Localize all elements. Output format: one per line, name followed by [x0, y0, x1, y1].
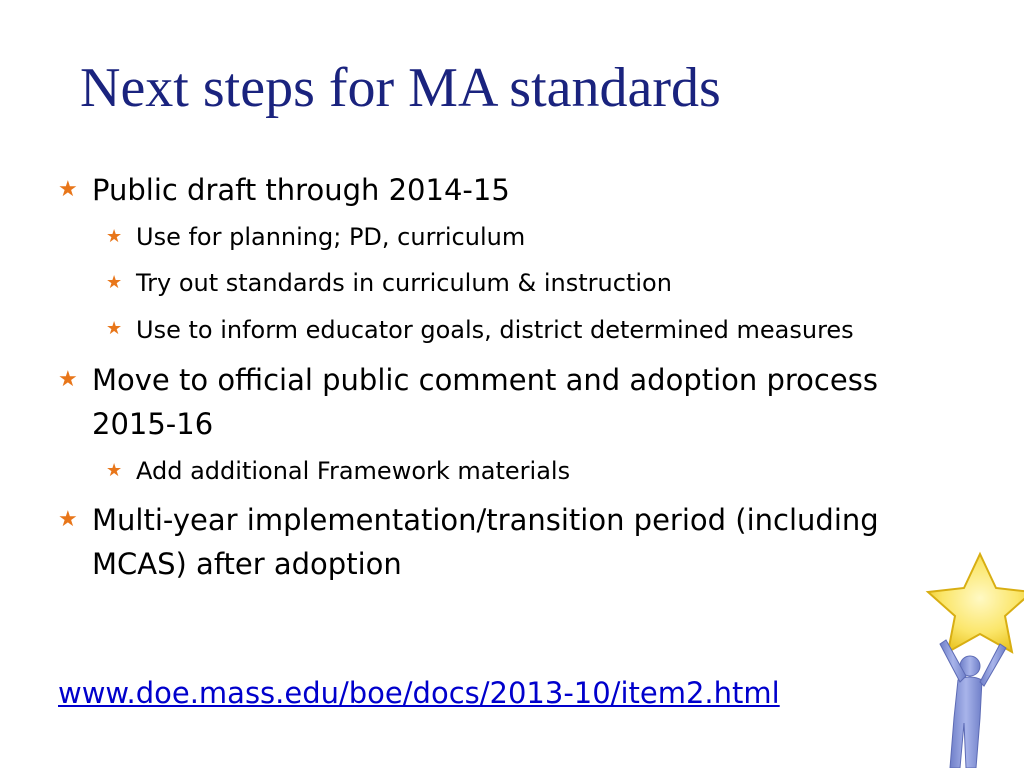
bullet-text: Multi-year implementation/transition period (including MCAS) after adoption: [92, 503, 879, 581]
star-bullet-icon: ★: [106, 272, 123, 293]
bullet-item: [56, 498, 916, 586]
star-bullet-icon: ★: [106, 460, 123, 481]
star-bullet-icon: ★: [106, 318, 123, 339]
sub-bullet-item: [106, 452, 916, 490]
sub-bullet-item: [106, 218, 916, 256]
sub-bullet-item: [106, 310, 916, 350]
star-bullet-icon: ★: [58, 507, 78, 532]
star-bullet-icon: ★: [58, 367, 78, 392]
person-holding-star-icon: [910, 548, 1024, 768]
bullet-text: Public draft through 2014-15: [92, 173, 510, 207]
slide-title: Next steps for MA standards: [80, 57, 721, 119]
sub-bullet-text: Use to inform educator goals, district determined measures: [136, 316, 854, 344]
sub-bullet-item: [106, 264, 916, 302]
star-bullet-icon: ★: [58, 177, 78, 202]
bullet-item: [56, 168, 916, 212]
sub-bullet-text: Add additional Framework materials: [136, 457, 571, 485]
sub-bullet-text: Use for planning; PD, curriculum: [136, 223, 526, 251]
bullet-list: [56, 168, 916, 592]
reference-link[interactable]: www.doe.mass.edu/boe/docs/2013-10/item2.html: [58, 676, 780, 710]
star-bullet-icon: ★: [106, 226, 123, 247]
bullet-item: [56, 358, 916, 446]
sub-bullet-text: Try out standards in curriculum & instruction: [136, 269, 672, 297]
bullet-text: Move to official public comment and adoption process 2015-16: [92, 363, 878, 441]
